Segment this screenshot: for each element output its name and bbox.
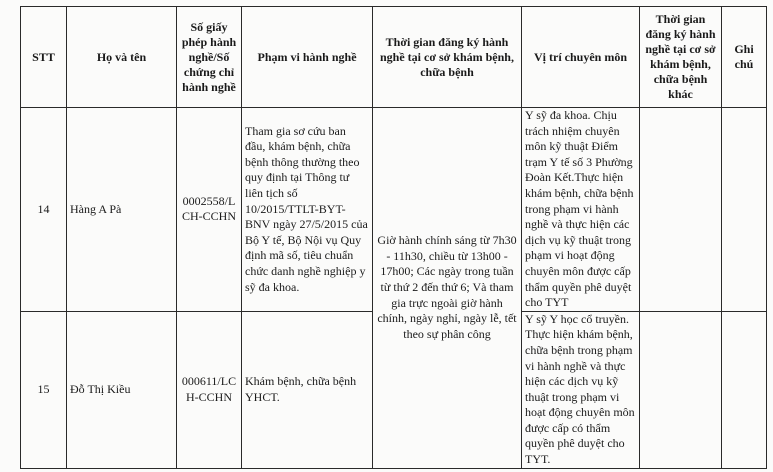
header-note: Ghi chú [722,7,767,108]
cell-license: 0002558/L CH-CCHN [177,108,242,312]
cell-other-time [640,311,722,468]
cell-scope: Tham gia sơ cứu ban đầu, khám bệnh, chữa bệnh thông thường theo quy định tại Thông tư liên tịch số 10/2015/TTLT-BYT-BNV ngày 27/5/2015 của Bộ Y tế, Bộ Nội vụ Quy định mã số, tiêu chuẩn chức danh nghề nghiệp y sỹ đa khoa. [242,108,373,312]
cell-stt: 14 [21,108,67,312]
cell-stt: 15 [21,311,67,468]
table-row [21,108,767,312]
header-stt: STT [21,7,67,108]
header-other-time: Thời gian đăng ký hành nghề tại cơ sở khám bệnh, chữa bệnh khác [640,7,722,108]
cell-position: Y sỹ đa khoa. Chịu trách nhiệm chuyên môn kỹ thuật Điểm trạm Y tế số 3 Phường Đoàn Kết.Thực hiện khám bệnh, chữa bệnh trong phạm vi hành nghề và thực hiện các dịch vụ kỹ thuật trong phạm vi hoạt động chuyên môn được cấp thẩm quyền phê duyệt cho TYT [522,108,640,312]
header-scope: Phạm vi hành nghề [242,7,373,108]
header-name: Họ và tên [67,7,177,108]
cell-name: Hàng A Pà [67,108,177,312]
cell-position: Y sỹ Y học cổ truyền. Thực hiện khám bệnh, chữa bệnh trong phạm vi hành nghề và thực hiện các dịch vụ kỹ thuật trong phạm vi hoạt động chuyên môn được cấp có thẩm quyền phê duyệt cho TYT. [522,311,640,468]
header-registered-time: Thời gian đăng ký hành nghề tại cơ sở khám bệnh, chữa bệnh [373,7,522,108]
cell-registered-time: Giờ hành chính sáng từ 7h30 - 11h30, chiều từ 13h00 - 17h00; Các ngày trong tuần từ thứ 2 đến thứ 6; Và tham gia trực ngoài giờ hành chính, ngày nghỉ, ngày lễ, tết theo sự phân công [373,108,522,469]
header-position: Vị trí chuyên môn [522,7,640,108]
cell-other-time [640,108,722,312]
cell-scope: Khám bệnh, chữa bệnh YHCT. [242,311,373,468]
cell-license: 000611/LC H-CCHN [177,311,242,468]
cell-note [722,311,767,468]
table-header-row [21,7,767,108]
cell-note [722,108,767,312]
cell-name: Đỗ Thị Kiều [67,311,177,468]
header-license: Số giấy phép hành nghề/Số chứng chỉ hành nghề [177,7,242,108]
practitioner-registration-table [20,6,767,469]
